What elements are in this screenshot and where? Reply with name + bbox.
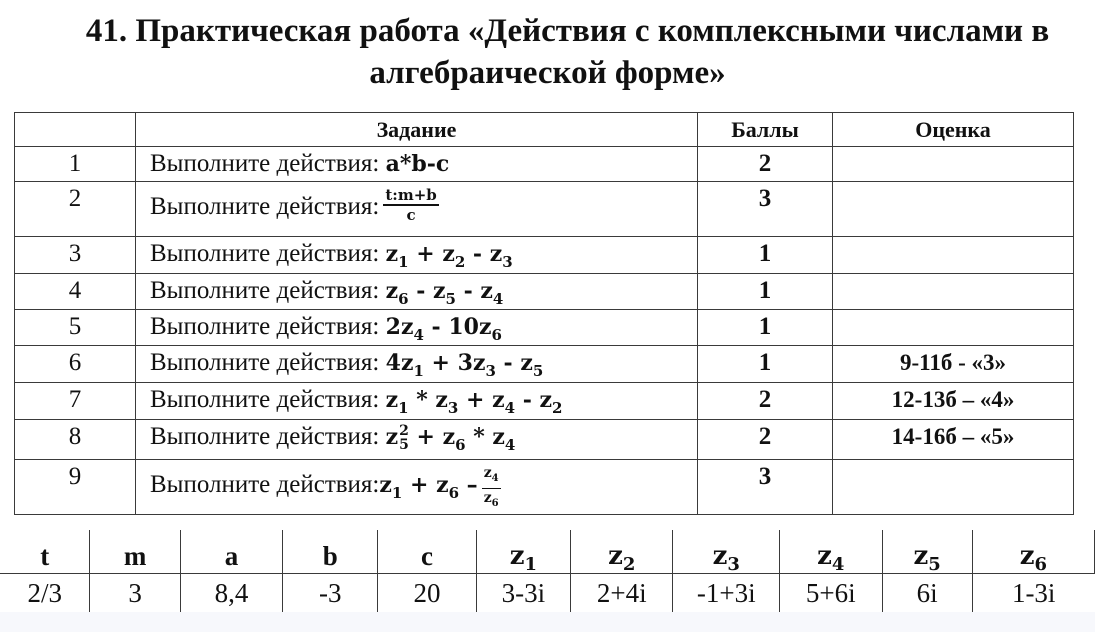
task-prefix: Выполните действия:: [150, 423, 386, 450]
var-value-z5: 6i: [882, 574, 972, 613]
task-text: [136, 460, 698, 515]
var-header-b: b: [283, 530, 378, 574]
task-points: 1: [698, 237, 833, 274]
task-points: 1: [698, 310, 833, 346]
variables-value-row: [0, 574, 1095, 613]
var-value-z3: -1+3i: [673, 574, 780, 613]
task-expression: z 2 5 + $z_6 * z_4$: [385, 423, 516, 454]
header-grade: Оценка: [833, 113, 1074, 147]
task-grade: [833, 274, 1074, 310]
task-number: 7: [15, 383, 136, 420]
task-text: [136, 182, 698, 237]
fraction-numerator: t:m+b: [385, 186, 437, 204]
var-value-c: 20: [378, 574, 476, 613]
task-points: 3: [698, 182, 833, 237]
var-value-b: -3: [283, 574, 378, 613]
task-prefix: Выполните действия:: [150, 277, 386, 304]
task-text: [136, 383, 698, 420]
task-expression: $z_1 + z_6$ –: [379, 472, 478, 502]
table-row: [15, 346, 1074, 383]
var-value-z6: 1-3i: [972, 574, 1094, 613]
table-row: [15, 460, 1074, 515]
task-prefix: Выполните действия:: [150, 349, 386, 376]
var-header-z2: $z_2$: [571, 530, 673, 574]
tasks-header-row: [15, 113, 1074, 147]
table-row: [15, 383, 1074, 420]
variables-table: [0, 530, 1095, 612]
task-number: 4: [15, 274, 136, 310]
var-value-t: 2/3: [27, 578, 62, 608]
table-row: [15, 237, 1074, 274]
task-points: 3: [698, 460, 833, 515]
table-row: [15, 182, 1074, 237]
task-prefix: Выполните действия:: [150, 313, 386, 340]
task-grade: [833, 182, 1074, 237]
var-header-z1: $z_1$: [476, 530, 570, 574]
var-value-z1: 3-3i: [476, 574, 570, 613]
task-grade: 14-16б – «5»: [833, 420, 1074, 460]
task-expression: $4z_1 + 3z_3 - z_5$: [385, 350, 544, 380]
task-text: [136, 420, 698, 460]
task-expression: $z_1 + z_2 - z_3$: [385, 241, 513, 271]
variables-header-row: [0, 530, 1095, 574]
var-header-c: c: [378, 530, 476, 574]
var-header-a: a: [180, 530, 282, 574]
task-number: 1: [15, 147, 136, 182]
var-header-z3: $z_3$: [673, 530, 780, 574]
task-text: [136, 346, 698, 383]
task-prefix: Выполните действия:: [150, 386, 386, 413]
task-number: 6: [15, 346, 136, 383]
task-grade: 9-11б - «3»: [833, 346, 1074, 383]
document-title-line-2: алгебраической форме»: [369, 55, 726, 91]
var-value-m: 3: [90, 574, 180, 613]
var-header-z5: $z_5$: [882, 530, 972, 574]
task-number: 8: [15, 420, 136, 460]
task-number: 5: [15, 310, 136, 346]
task-expression: $2z_4 - 10z_6$: [385, 314, 502, 344]
task-number: 3: [15, 237, 136, 274]
task-expression: $z_1 * z_3 + z_4 - z_2$: [385, 387, 563, 417]
var-header-z4: $z_4$: [780, 530, 882, 574]
task-expression: $z_6 - z_5 - z_4$: [385, 278, 504, 308]
task-points: 1: [698, 274, 833, 310]
var-value-z2: 2+4i: [571, 574, 673, 613]
fraction-expression: [383, 186, 438, 224]
task-prefix: Выполните действия:: [150, 471, 380, 498]
task-grade: [833, 310, 1074, 346]
var-value-z4: 5+6i: [780, 574, 882, 613]
task-prefix: Выполните действия:: [150, 240, 386, 267]
task-text: [136, 274, 698, 310]
tasks-table: [14, 112, 1074, 515]
task-points: 2: [698, 147, 833, 182]
task-prefix: Выполните действия:: [150, 193, 380, 220]
task-number: 2: [15, 182, 136, 237]
page-bottom-strip: [0, 612, 1095, 632]
task-points: 2: [698, 420, 833, 460]
task-text: [136, 237, 698, 274]
task-grade: [833, 460, 1074, 515]
header-points: Баллы: [698, 113, 833, 147]
task-grade: 12-13б – «4»: [833, 383, 1074, 420]
task-grade: [833, 237, 1074, 274]
table-row: [15, 274, 1074, 310]
task-expression: a*b-c: [385, 151, 450, 177]
task-points: 1: [698, 346, 833, 383]
task-text: [136, 147, 698, 182]
fraction-expression: $\frac{z_4}{z_6}$: [483, 465, 499, 509]
table-row: [15, 310, 1074, 346]
document-title-line-1: 41. Практическая работа «Действия с комплексными числами в: [85, 13, 1050, 49]
task-prefix: Выполните действия:: [150, 150, 386, 177]
task-grade: [833, 147, 1074, 182]
task-text: [136, 310, 698, 346]
header-task: Задание: [136, 113, 698, 147]
table-row: [15, 420, 1074, 460]
var-header-z6: $z_6$: [972, 530, 1094, 574]
fraction-denominator: c: [406, 206, 416, 224]
task-number: 9: [15, 460, 136, 515]
table-row: [15, 147, 1074, 182]
var-header-m: m: [90, 530, 180, 574]
header-number: [15, 113, 136, 147]
var-value-a: 8,4: [180, 574, 282, 613]
task-points: 2: [698, 383, 833, 420]
var-header-t: t: [0, 530, 90, 574]
